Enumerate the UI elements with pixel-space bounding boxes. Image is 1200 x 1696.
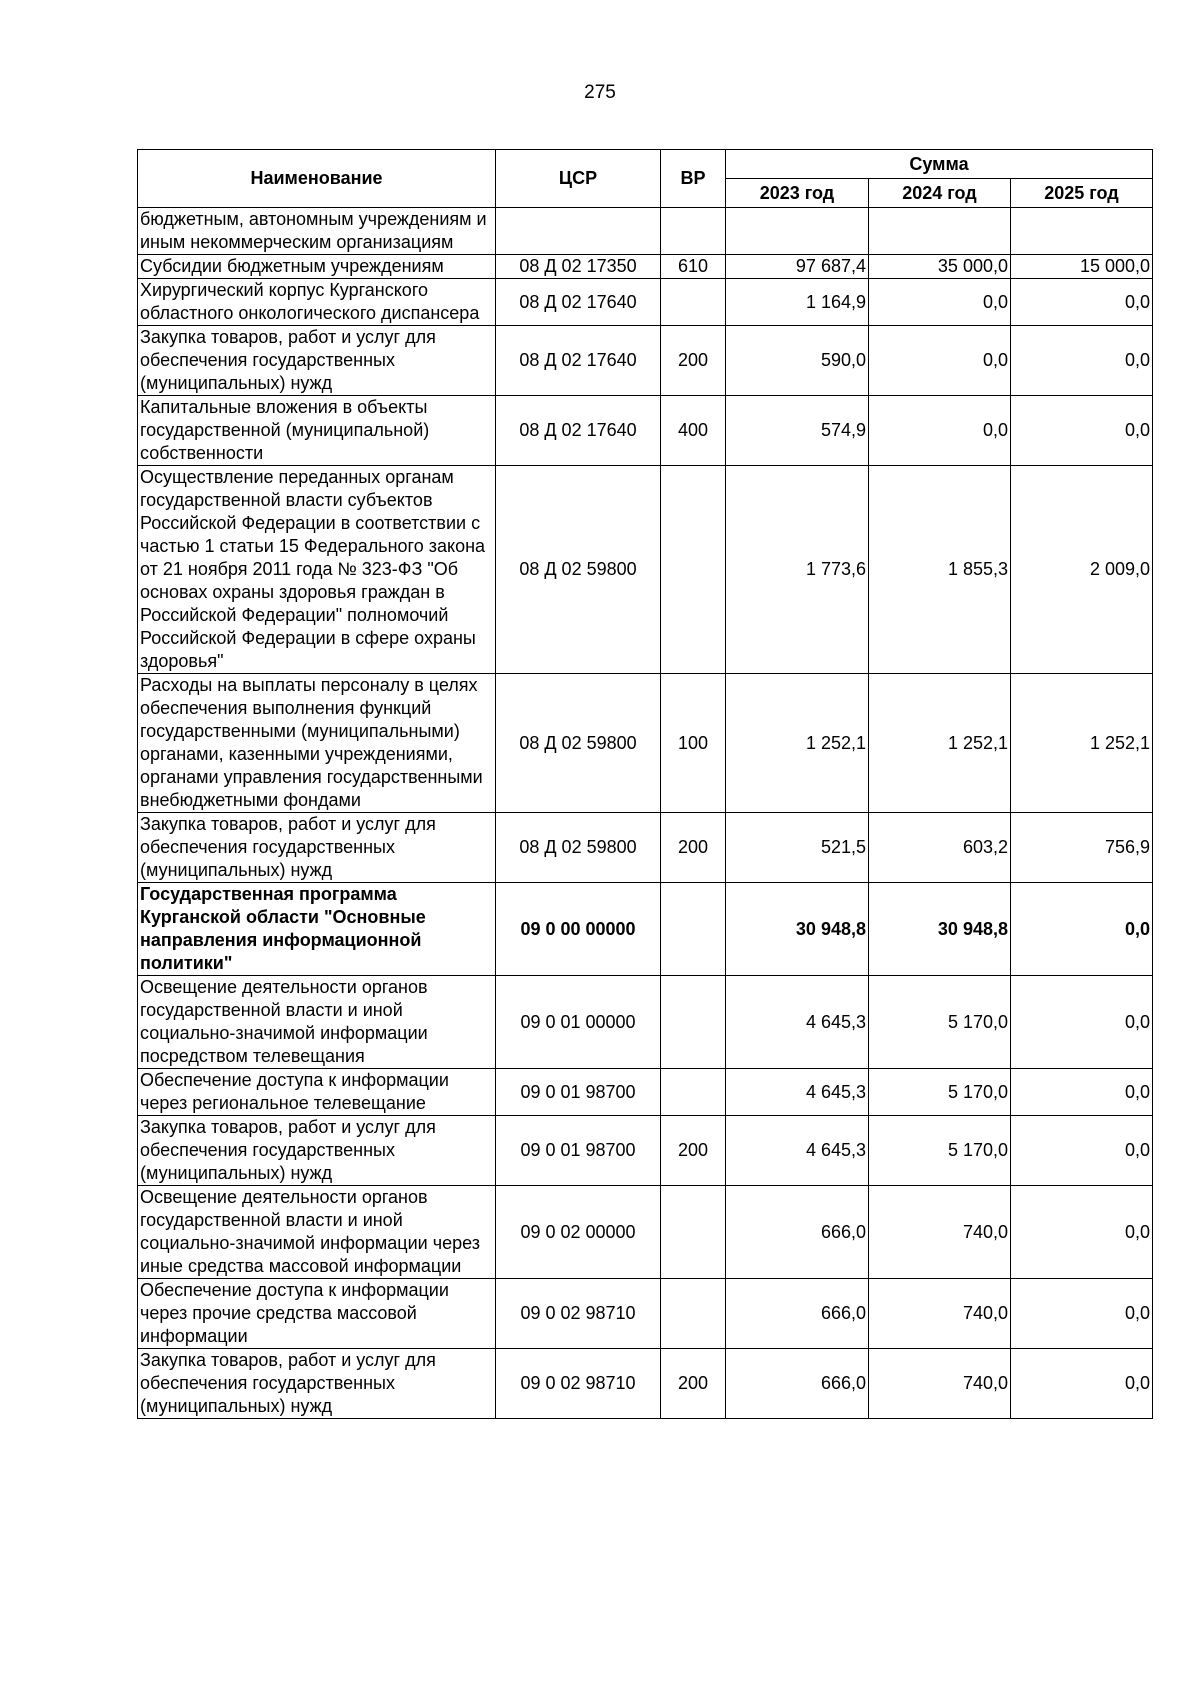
row-vr: 200 [661,1116,726,1186]
row-vr [661,279,726,326]
row-value-2023: 4 645,3 [726,1116,869,1186]
row-value-2024: 603,2 [869,813,1011,883]
row-csr: 09 0 02 98710 [496,1279,661,1349]
row-name: Закупка товаров, работ и услуг для обеспечения государственных (муниципальных) нужд [138,1349,496,1419]
row-value-2024: 740,0 [869,1279,1011,1349]
row-csr [496,208,661,255]
table-row [138,1279,1153,1349]
row-csr: 09 0 01 98700 [496,1069,661,1116]
table-row [138,976,1153,1069]
row-csr: 08 Д 02 17640 [496,326,661,396]
row-value-2024: 30 948,8 [869,883,1011,976]
row-vr [661,1069,726,1116]
table-row [138,396,1153,466]
row-csr: 08 Д 02 59800 [496,674,661,813]
table-row [138,1349,1153,1419]
row-csr: 08 Д 02 17350 [496,255,661,279]
table-row [138,813,1153,883]
row-value-2025: 0,0 [1011,1349,1153,1419]
table-row [138,255,1153,279]
row-name: Расходы на выплаты персоналу в целях обеспечения выполнения функций государственными (муниципальными) органами, казенными учреждениями, органами управления государственными внебюджетными фондами [138,674,496,813]
row-name: Хирургический корпус Курганского областного онкологического диспансера [138,279,496,326]
row-vr: 200 [661,1349,726,1419]
row-vr [661,466,726,674]
row-value-2023: 1 773,6 [726,466,869,674]
row-name: Государственная программа Курганской области "Основные направления информационной политики" [138,883,496,976]
row-name: Освещение деятельности органов государственной власти и иной социально-значимой информации посредством телевещания [138,976,496,1069]
table-body [138,208,1153,1419]
row-value-2025: 0,0 [1011,326,1153,396]
row-name: Субсидии бюджетным учреждениям [138,255,496,279]
row-value-2025: 0,0 [1011,976,1153,1069]
row-value-2025: 0,0 [1011,1279,1153,1349]
row-value-2025: 0,0 [1011,1186,1153,1279]
row-value-2023: 590,0 [726,326,869,396]
header-vr: ВР [661,150,726,208]
table-row [138,1186,1153,1279]
row-name: бюджетным, автономным учреждениям и иным некоммерческим организациям [138,208,496,255]
row-value-2023: 666,0 [726,1349,869,1419]
row-value-2023: 1 252,1 [726,674,869,813]
row-value-2023: 666,0 [726,1279,869,1349]
row-vr [661,208,726,255]
header-2023: 2023 год [726,179,869,208]
row-value-2024: 0,0 [869,396,1011,466]
row-value-2025: 0,0 [1011,883,1153,976]
header-2024: 2024 год [869,179,1011,208]
row-value-2025: 756,9 [1011,813,1153,883]
row-value-2024: 0,0 [869,326,1011,396]
row-value-2023: 1 164,9 [726,279,869,326]
row-value-2023: 574,9 [726,396,869,466]
header-2025: 2025 год [1011,179,1153,208]
row-vr [661,1279,726,1349]
row-csr: 09 0 02 00000 [496,1186,661,1279]
row-value-2023: 30 948,8 [726,883,869,976]
row-value-2024: 1 252,1 [869,674,1011,813]
row-value-2024 [869,208,1011,255]
row-csr: 09 0 01 00000 [496,976,661,1069]
row-value-2023: 521,5 [726,813,869,883]
table-row [138,466,1153,674]
row-value-2023 [726,208,869,255]
budget-table [137,149,1153,1419]
row-value-2025: 0,0 [1011,1116,1153,1186]
row-value-2024: 35 000,0 [869,255,1011,279]
row-value-2025: 2 009,0 [1011,466,1153,674]
header-csr: ЦСР [496,150,661,208]
row-csr: 08 Д 02 17640 [496,279,661,326]
row-value-2025: 0,0 [1011,279,1153,326]
row-vr [661,1186,726,1279]
row-vr: 200 [661,813,726,883]
row-value-2024: 740,0 [869,1186,1011,1279]
row-value-2025: 0,0 [1011,396,1153,466]
row-csr: 08 Д 02 17640 [496,396,661,466]
row-value-2025: 0,0 [1011,1069,1153,1116]
table-row [138,279,1153,326]
row-value-2024: 1 855,3 [869,466,1011,674]
row-value-2023: 4 645,3 [726,976,869,1069]
row-value-2023: 666,0 [726,1186,869,1279]
row-vr: 100 [661,674,726,813]
row-name: Закупка товаров, работ и услуг для обеспечения государственных (муниципальных) нужд [138,813,496,883]
header-name: Наименование [138,150,496,208]
row-name: Закупка товаров, работ и услуг для обеспечения государственных (муниципальных) нужд [138,1116,496,1186]
row-value-2025: 1 252,1 [1011,674,1153,813]
row-vr [661,883,726,976]
row-csr: 09 0 01 98700 [496,1116,661,1186]
row-value-2025 [1011,208,1153,255]
table-row [138,1069,1153,1116]
table-row [138,883,1153,976]
page-number: 275 [584,82,616,103]
row-value-2024: 740,0 [869,1349,1011,1419]
row-value-2023: 4 645,3 [726,1069,869,1116]
table-row [138,1116,1153,1186]
row-value-2024: 0,0 [869,279,1011,326]
table-row [138,208,1153,255]
table-row [138,674,1153,813]
row-csr: 08 Д 02 59800 [496,813,661,883]
row-csr: 09 0 02 98710 [496,1349,661,1419]
row-name: Освещение деятельности органов государственной власти и иной социально-значимой информации через иные средства массовой информации [138,1186,496,1279]
row-csr: 09 0 00 00000 [496,883,661,976]
row-name: Обеспечение доступа к информации через региональное телевещание [138,1069,496,1116]
row-value-2024: 5 170,0 [869,1116,1011,1186]
row-csr: 08 Д 02 59800 [496,466,661,674]
row-value-2023: 97 687,4 [726,255,869,279]
row-vr [661,976,726,1069]
row-vr: 400 [661,396,726,466]
row-value-2024: 5 170,0 [869,1069,1011,1116]
row-name: Осуществление переданных органам государственной власти субъектов Российской Федерации в соответствии с частью 1 статьи 15 Федерального закона от 21 ноября 2011 года № 323-ФЗ "Об основах охраны здоровья граждан в Российской Федерации" полномочий Российской Федерации в сфере охраны здоровья" [138,466,496,674]
row-name: Обеспечение доступа к информации через прочие средства массовой информации [138,1279,496,1349]
row-value-2025: 15 000,0 [1011,255,1153,279]
row-value-2024: 5 170,0 [869,976,1011,1069]
row-vr: 200 [661,326,726,396]
row-name: Капитальные вложения в объекты государственной (муниципальной) собственности [138,396,496,466]
header-sum: Сумма [726,150,1153,179]
row-name: Закупка товаров, работ и услуг для обеспечения государственных (муниципальных) нужд [138,326,496,396]
row-vr: 610 [661,255,726,279]
table-row [138,326,1153,396]
